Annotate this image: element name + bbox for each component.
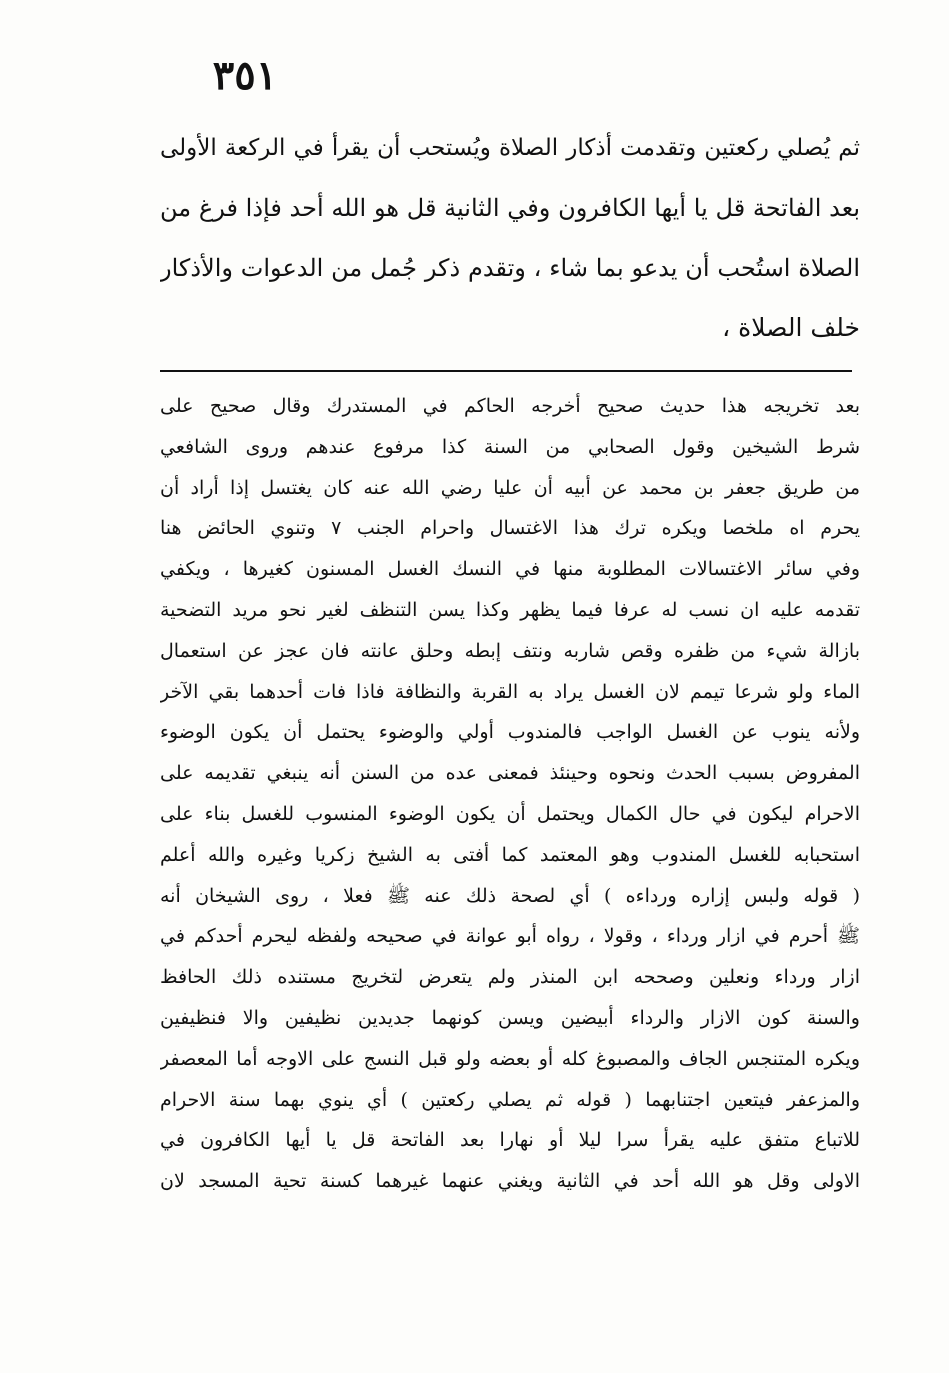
footnote-line: المفروض بسبب الحدث ونحوه وحينئذ فمعنى عده من السنن أنه ينبغي تقديمه على	[160, 762, 860, 785]
page-number: ٣٥١	[212, 52, 278, 99]
footnote-line: شرط الشيخين وقول الصحابي من السنة كذا مرفوع عندهم وروى الشافعي	[160, 435, 860, 458]
footnote-line: للاتباع متفق عليه يقرأ سرا ليلا أو نهارا بعد الفاتحة قل يا أيها الكافرون في	[160, 1129, 860, 1152]
footnote-line: من طريق جعفر بن محمد عن أبيه أن عليا رضي الله عنه كان يغتسل إذا أراد أن	[160, 476, 860, 499]
footnote-line: الماء ولو شرعا تيمم لان الغسل يراد به القربة والنظافة فاذا فات أحدهما بقي الآخر	[160, 680, 860, 703]
footnote-line: وفي سائر الاغتسالات المطلوبة منها في النسك الغسل المسنون كغيرها ، ويكفي	[160, 558, 860, 581]
footnote-line: الاحرام ليكون في حال الكمال ويحتمل أن يكون الوضوء المنسوب للغسل بناء على	[160, 802, 860, 825]
main-text-line: خلف الصلاة ،	[722, 313, 860, 342]
footnote-line: يحرم اه ملخصا ويكره ترك هذا الاغتسال واحرام الجنب ٧ وتنوي الحائض هنا	[160, 517, 860, 540]
footnote-line: والسنة كون الازار والرداء أبيضين ويسن كونهما جديدين نظيفين والا فنظيفين	[160, 1006, 860, 1029]
footnote-line: تقدمه عليه ان نسب له عرفا فيما يظهر وكذا يسن التنظف لغير نحو مريد التضحية	[160, 598, 860, 621]
footnote-line: ويكره المتنجس الجاف والمصبوغ كله أو بعضه ولو قبل النسج على الاوجه أما المعصفر	[160, 1047, 860, 1070]
footnote-line: استحبابه للغسل المندوب وهو المعتمد كما أفتى به الشيخ زكريا وغيره والله أعلم	[160, 843, 860, 866]
footnote-line: الاولى وقل هو الله أحد في الثانية ويغني عنهما غيرهما كسنة تحية المسجد لان	[160, 1170, 860, 1193]
footnote-divider	[160, 370, 852, 372]
footnote-line: ازار ورداء ونعلين وصححه ابن المنذر ولم يتعرض لتخريج مستنده ذلك الحافظ	[160, 966, 860, 989]
footnote-line: بازالة شيء من ظفره وقص شاربه ونتف إبطه وحلق عانته فان عجز عن استعمال	[160, 639, 860, 662]
main-text-line: الصلاة استُحب أن يدعو بما شاء ، وتقدم ذكر جُمل من الدعوات والأذكار	[160, 254, 860, 282]
footnote-line: ﷺ أحرم في ازار ورداء ، وقولا ، رواه أبو عوانة في صحيحه ولفظه ليحرم أحدكم في	[160, 925, 860, 948]
main-text-line: بعد الفاتحة قل يا أيها الكافرون وفي الثانية قل هو الله أحد فإذا فرغ من	[160, 194, 860, 222]
main-text-line: ثم يُصلي ركعتين وتقدمت أذكار الصلاة ويُستحب أن يقرأ في الركعة الأولى	[160, 135, 860, 161]
footnote-text	[160, 386, 860, 1202]
footnote-line: بعد تخريجه هذا حديث صحيح أخرجه الحاكم في المستدرك وقال صحيح على	[160, 395, 860, 417]
footnote-line: ولأنه ينوب عن الغسل الواجب فالمندوب أولي والوضوء يحتمل أن يكون الوضوء	[160, 721, 860, 744]
footnote-line: والمزعفر فيتعين اجتنابهما ( قوله ثم يصلي ركعتين ) أي ينوي بهما سنة الاحرام	[160, 1088, 860, 1111]
footnote-line: ( قوله ولبس إزاره ورداءه ) أي لصحة ذلك عنه ﷺ فعلا ، روى الشيخان أنه	[160, 884, 860, 907]
main-text	[160, 118, 860, 358]
